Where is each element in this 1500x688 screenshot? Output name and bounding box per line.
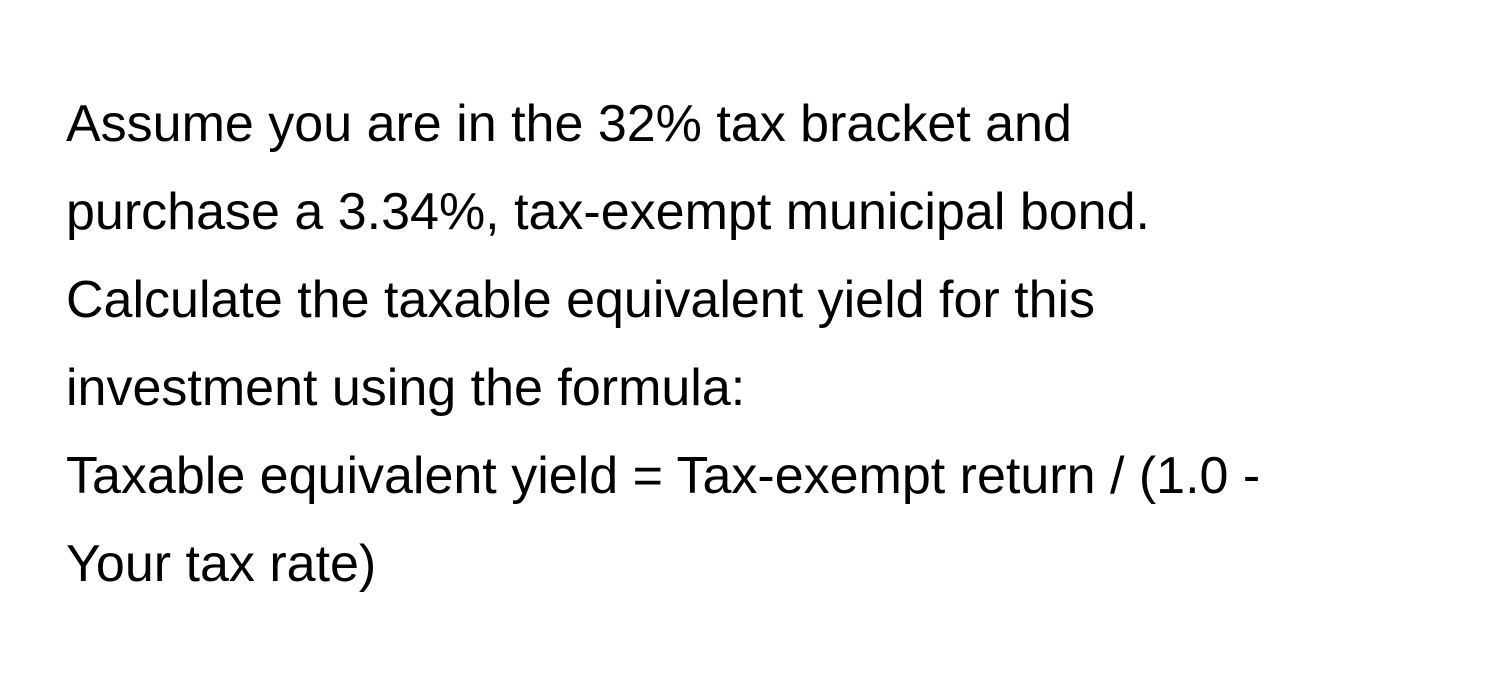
question-line: Calculate the taxable equivalent yield for this [66,271,1096,329]
question-line: Assume you are in the 32% tax bracket and [66,95,1072,153]
question-line: purchase a 3.34%, tax-exempt municipal bond. [66,183,1150,241]
question-line: investment using the formula: [66,359,746,417]
question-text [66,80,1466,608]
formula-line: Taxable equivalent yield = Tax-exempt return / (1.0 - [66,447,1261,505]
formula-line: Your tax rate) [66,535,377,593]
